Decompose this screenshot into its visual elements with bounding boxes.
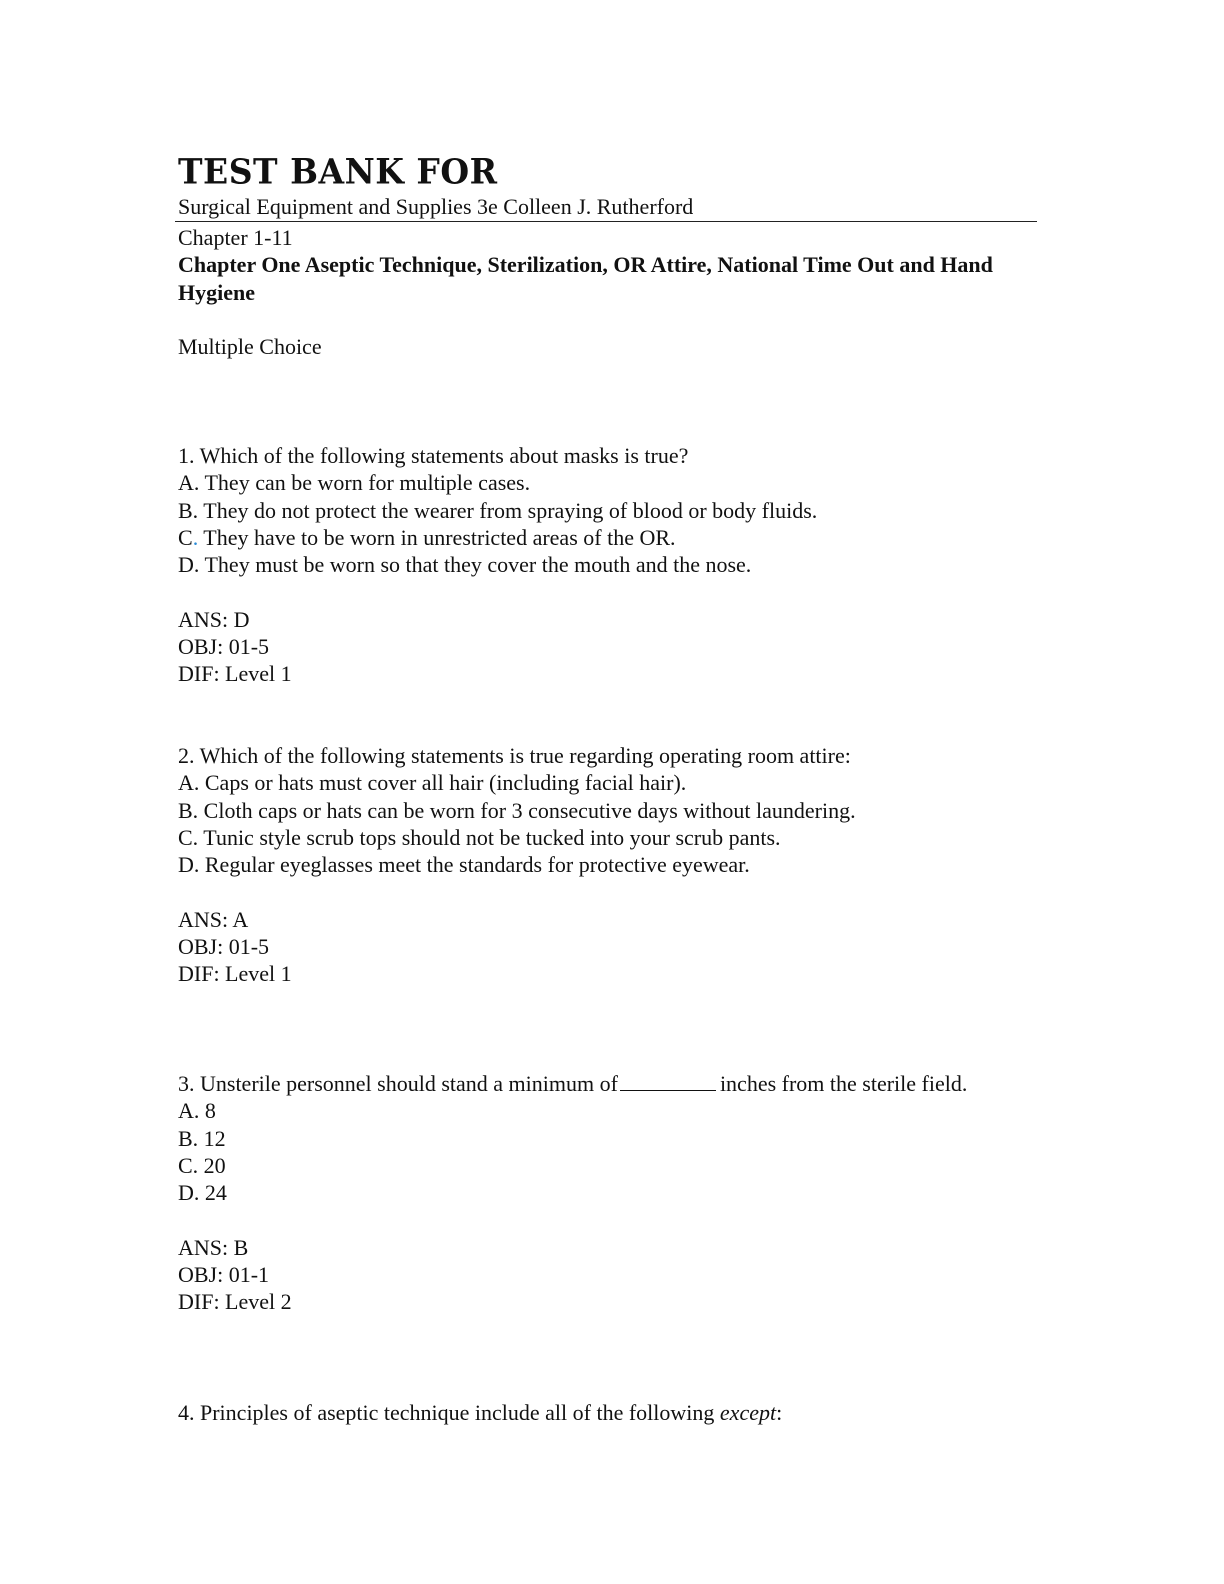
chapter-range: Chapter 1-11 — [178, 225, 293, 250]
question-3 — [178, 1070, 1058, 1316]
difficulty: DIF: Level 1 — [178, 961, 292, 987]
question-stem: 2. Which of the following statements is true regarding operating room attire: — [178, 743, 851, 768]
answer: ANS: A — [178, 906, 249, 932]
option-b: B. 12 — [178, 1125, 226, 1151]
question-2 — [178, 742, 1058, 988]
header-divider — [175, 221, 1037, 222]
stem-end: : — [776, 1400, 783, 1425]
option-c-letter: C. — [178, 524, 199, 550]
option-d: D. They must be worn so that they cover the mouth and the nose. — [178, 552, 752, 578]
option-a: A. 8 — [178, 1098, 216, 1124]
option-b: B. Cloth caps or hats can be worn for 3 consecutive days without laundering. — [178, 797, 856, 823]
question-stem — [178, 1399, 1058, 1426]
difficulty: DIF: Level 2 — [178, 1289, 292, 1315]
option-a: A. Caps or hats must cover all hair (including facial hair). — [178, 770, 687, 796]
difficulty: DIF: Level 1 — [178, 661, 292, 687]
option-b: B. They do not protect the wearer from spraying of blood or body fluids. — [178, 497, 818, 523]
option-d: D. 24 — [178, 1180, 227, 1206]
option-c: C. 20 — [178, 1152, 226, 1178]
answer: ANS: D — [178, 606, 250, 632]
question-1 — [178, 442, 1058, 688]
option-c — [178, 524, 1058, 551]
answer: ANS: B — [178, 1234, 249, 1260]
stem-text: 4. Principles of aseptic technique include all of the following — [178, 1400, 720, 1425]
question-4 — [178, 1399, 1058, 1426]
option-c: C. Tunic style scrub tops should not be tucked into your scrub pants. — [178, 824, 781, 850]
objective: OBJ: 01-5 — [178, 634, 270, 660]
stem-emphasis: except — [719, 1400, 777, 1425]
objective: OBJ: 01-5 — [178, 934, 270, 960]
fill-in-blank — [620, 1072, 716, 1091]
option-c-text: They have to be worn in unrestricted areas of the OR. — [198, 524, 676, 550]
book-subtitle: Surgical Equipment and Supplies 3e Colleen J. Rutherford — [178, 194, 694, 219]
question-stem: 1. Which of the following statements about masks is true? — [178, 443, 689, 468]
option-d: D. Regular eyeglasses meet the standards for protective eyewear. — [178, 852, 750, 878]
objective: OBJ: 01-1 — [178, 1262, 270, 1288]
chapter-title: Chapter One Aseptic Technique, Sterilization, OR Attire, National Time Out and Hand Hygiene — [178, 252, 993, 305]
stem-before-blank: 3. Unsterile personnel should stand a minimum of — [178, 1071, 618, 1096]
option-a: A. They can be worn for multiple cases. — [178, 470, 531, 496]
document-title: TEST BANK FOR — [178, 151, 498, 192]
question-stem — [178, 1070, 1058, 1097]
stem-after-blank: inches from the sterile field. — [719, 1071, 968, 1096]
section-label: Multiple Choice — [178, 334, 322, 359]
